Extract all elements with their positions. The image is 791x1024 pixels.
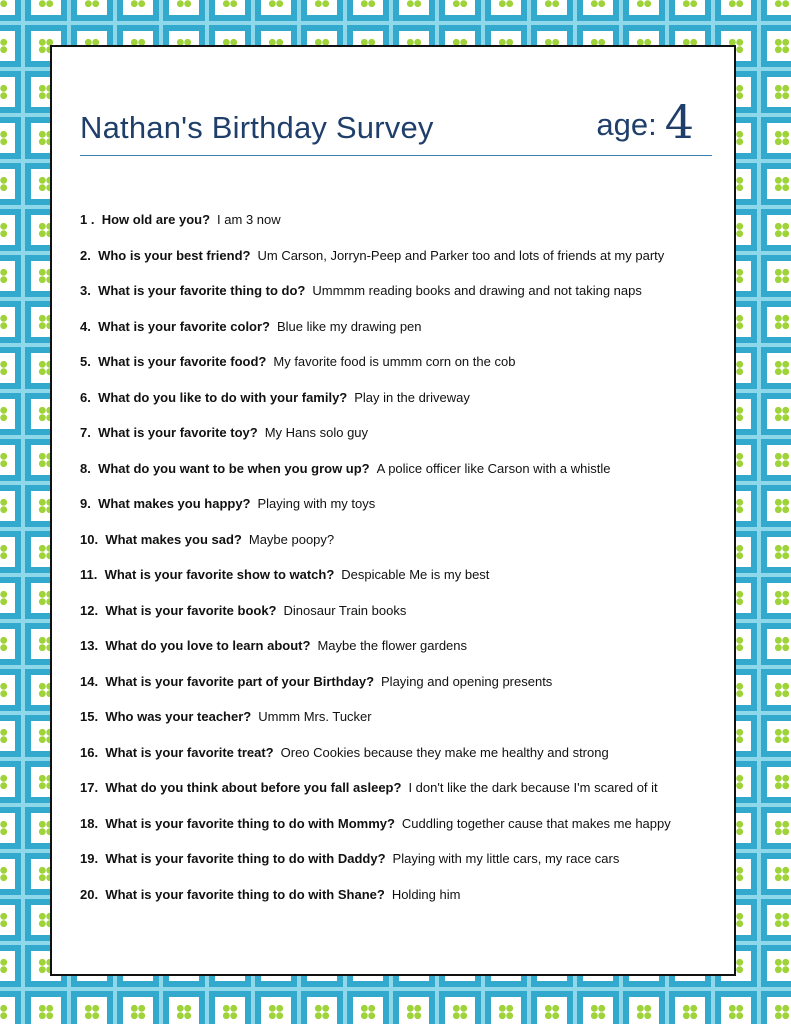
question-number: 7. <box>80 425 91 440</box>
survey-item <box>80 778 724 814</box>
age-value: 4 <box>664 95 694 149</box>
question-list <box>80 210 724 920</box>
answer-text: My Hans solo guy <box>264 425 369 440</box>
question-number: 4. <box>80 318 91 334</box>
question-number: 13. <box>80 638 99 653</box>
question-text: What is your favorite toy? <box>98 425 258 440</box>
question-number: 9. <box>80 496 91 511</box>
survey-item <box>80 672 724 708</box>
answer-text: Holding him <box>391 886 461 902</box>
answer-text: Ummm Mrs. Tucker <box>258 709 372 724</box>
survey-item <box>80 636 724 672</box>
survey-item <box>80 494 724 530</box>
answer-text: Play in the driveway <box>354 389 470 405</box>
question-text: What is your favorite thing to do? <box>98 283 306 298</box>
answer-text: Cuddling together cause that makes me happy <box>401 815 671 831</box>
question-text: What do you think about before you fall asleep? <box>105 780 402 795</box>
question-number: 19. <box>80 851 99 866</box>
question-text: What do you want to be when you grow up? <box>98 460 370 476</box>
survey-item <box>80 707 724 743</box>
question-text: What makes you sad? <box>105 531 242 547</box>
question-number: 8. <box>80 460 91 476</box>
survey-item <box>80 281 724 317</box>
survey-item <box>80 388 724 424</box>
survey-item <box>80 885 724 921</box>
question-number: 16. <box>80 744 99 760</box>
answer-text: I am 3 now <box>217 212 281 227</box>
question-number: 18. <box>80 815 99 831</box>
question-text: What makes you happy? <box>98 496 251 511</box>
question-number: 5. <box>80 354 91 369</box>
question-text: What is your favorite thing to do with Daddy? <box>105 851 386 866</box>
survey-item <box>80 317 724 353</box>
survey-item <box>80 210 724 246</box>
answer-text: Um Carson, Jorryn-Peep and Parker too and lots of friends at my party <box>257 247 665 263</box>
question-text: What do you love to learn about? <box>105 638 311 653</box>
answer-text: Oreo Cookies because they make me healthy and strong <box>280 744 609 760</box>
answer-text: Playing and opening presents <box>381 673 553 689</box>
question-text: Who was your teacher? <box>105 709 252 724</box>
question-number: 20. <box>80 886 99 902</box>
question-text: What is your favorite food? <box>98 354 267 369</box>
age-heading <box>596 92 694 149</box>
question-number: 10. <box>80 531 99 547</box>
age-label: age: <box>596 107 657 142</box>
question-number: 1 . <box>80 212 95 227</box>
page-title: Nathan's Birthday Survey <box>80 110 434 145</box>
question-number: 6. <box>80 389 91 405</box>
question-number: 17. <box>80 780 99 795</box>
survey-item <box>80 814 724 850</box>
question-number: 3. <box>80 283 91 298</box>
question-number: 14. <box>80 673 99 689</box>
question-text: What is your favorite thing to do with Mommy? <box>105 815 395 831</box>
answer-text: Despicable Me is my best <box>341 567 490 582</box>
answer-text: Playing with my toys <box>257 496 376 511</box>
survey-item <box>80 423 724 459</box>
answer-text: Dinosaur Train books <box>283 602 407 618</box>
survey-item <box>80 849 724 885</box>
question-number: 12. <box>80 602 99 618</box>
question-text: What is your favorite book? <box>105 602 277 618</box>
question-text: What is your favorite show to watch? <box>104 567 335 582</box>
answer-text: Blue like my drawing pen <box>277 318 422 334</box>
answer-text: My favorite food is ummm corn on the cob <box>273 354 516 369</box>
survey-item <box>80 743 724 779</box>
survey-item <box>80 565 724 601</box>
answer-text: Maybe poopy? <box>248 531 335 547</box>
answer-text: Maybe the flower gardens <box>317 638 468 653</box>
answer-text: Playing with my little cars, my race cars <box>392 851 620 866</box>
survey-item <box>80 459 724 495</box>
question-text: What do you like to do with your family? <box>98 389 348 405</box>
question-number: 11. <box>80 567 98 582</box>
question-text: What is your favorite treat? <box>105 744 274 760</box>
survey-item <box>80 246 724 282</box>
survey-item <box>80 601 724 637</box>
question-number: 15. <box>80 709 99 724</box>
survey-item <box>80 352 724 388</box>
title-row <box>80 95 712 156</box>
question-text: How old are you? <box>101 212 211 227</box>
answer-text: Ummmm reading books and drawing and not taking naps <box>312 283 642 298</box>
question-text: What is your favorite color? <box>98 318 270 334</box>
survey-item <box>80 530 724 566</box>
answer-text: A police officer like Carson with a whistle <box>376 460 611 476</box>
answer-text: I don't like the dark because I'm scared of it <box>408 780 658 795</box>
survey-card <box>50 45 736 976</box>
question-number: 2. <box>80 247 91 263</box>
question-text: Who is your best friend? <box>98 247 251 263</box>
question-text: What is your favorite part of your Birthday? <box>105 673 375 689</box>
question-text: What is your favorite thing to do with Shane? <box>105 886 385 902</box>
